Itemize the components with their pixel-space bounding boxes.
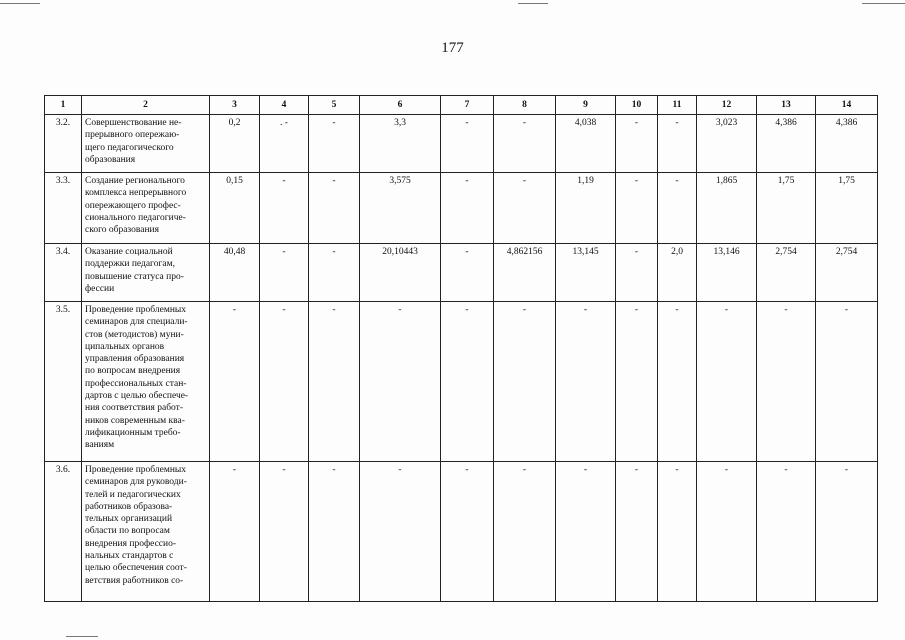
value-cell: - [658,173,697,244]
value-cell: - [757,462,816,602]
value-cell: - [697,462,757,602]
table-row [45,462,878,602]
value-cell: - [616,173,658,244]
column-header: 9 [556,96,616,115]
value-cell: 20,10443 [360,244,441,302]
value-cell: - [816,302,878,462]
table-row [45,173,878,244]
value-cell: 0,15 [210,173,260,244]
row-description: Проведение проблемных семинаров для специали- стов (методистов) муни- ципальных органов управления образования по вопросам внедрения профессиональных стан- дартов с целью обеспече- ния соответствия работ- ников современным ква- лификационным требо- ваниям [85,305,189,451]
row-description-cell [82,462,210,602]
value-cell: . - [260,115,309,173]
value-cell: - [616,302,658,462]
value-cell: - [494,462,556,602]
value-cell: - [556,462,616,602]
row-description-cell [82,244,210,302]
value-cell: 2,754 [816,244,878,302]
value-cell: 3,023 [697,115,757,173]
value-cell: - [616,244,658,302]
value-cell: - [309,173,360,244]
column-header: 6 [360,96,441,115]
value-cell: - [441,244,494,302]
row-description-cell [82,115,210,173]
value-cell: 40,48 [210,244,260,302]
value-cell: 3,3 [360,115,441,173]
value-cell: - [309,462,360,602]
row-description: Оказание социальной поддержки педагогам, повышение статуса про- фессии [85,247,184,294]
value-cell: 3,575 [360,173,441,244]
header-row [45,96,878,115]
column-header: 4 [260,96,309,115]
row-description: Проведение проблемных семинаров для руководи- телей и педагогических работников образова- тельных организаций области по вопросам внедрения профессио- нальных стандартов с целью обеспечения соот- ветствия работников со- [85,465,187,586]
value-cell: - [360,302,441,462]
value-cell: 4,038 [556,115,616,173]
value-cell: - [494,302,556,462]
value-cell: - [260,302,309,462]
column-header: 11 [658,96,697,115]
value-cell: 1,19 [556,173,616,244]
value-cell: - [260,244,309,302]
value-cell: 4,386 [816,115,878,173]
value-cell: - [309,302,360,462]
value-cell: - [658,302,697,462]
row-number: 3.4. [45,244,82,302]
value-cell: - [441,462,494,602]
table-row [45,115,878,173]
column-header: 2 [82,96,210,115]
value-cell: 13,146 [697,244,757,302]
value-cell: 2,0 [658,244,697,302]
value-cell: - [616,462,658,602]
value-cell: - [658,115,697,173]
scan-artifact-top-right [862,3,905,4]
value-cell: - [616,115,658,173]
column-header: 5 [309,96,360,115]
scan-artifact-top-left [0,3,40,4]
value-cell: - [360,462,441,602]
budget-table [44,95,878,602]
row-number: 3.5. [45,302,82,462]
value-cell: 4,862156 [494,244,556,302]
value-cell: - [441,115,494,173]
value-cell: - [260,173,309,244]
column-header: 8 [494,96,556,115]
value-cell: - [556,302,616,462]
value-cell: 1,75 [757,173,816,244]
column-header: 7 [441,96,494,115]
value-cell: - [697,302,757,462]
scan-artifact-bottom-left [66,636,98,637]
column-header: 1 [45,96,82,115]
value-cell: 13,145 [556,244,616,302]
row-number: 3.6. [45,462,82,602]
table-row [45,244,878,302]
row-description: Совершенствование не- прерывного опережаю- щего педагогического образования [85,118,182,165]
value-cell: - [309,115,360,173]
column-header: 10 [616,96,658,115]
column-header: 13 [757,96,816,115]
value-cell: 0,2 [210,115,260,173]
column-header: 12 [697,96,757,115]
page-number: 177 [441,40,464,56]
value-cell: - [494,115,556,173]
value-cell: 1,865 [697,173,757,244]
value-cell: - [816,462,878,602]
value-cell: - [260,462,309,602]
row-description-cell [82,302,210,462]
value-cell: 1,75 [816,173,878,244]
value-cell: - [441,173,494,244]
value-cell: - [309,244,360,302]
value-cell: - [441,302,494,462]
value-cell: - [757,302,816,462]
column-header: 3 [210,96,260,115]
value-cell: - [210,302,260,462]
scan-artifact-top-center [518,3,548,4]
value-cell: 4,386 [757,115,816,173]
column-header: 14 [816,96,878,115]
table-body [45,96,878,602]
table-row [45,302,878,462]
value-cell: - [658,462,697,602]
row-description: Создание регионального комплекса непрерывного опережающего профес- сионального педагогиче- ского образования [85,176,187,236]
row-number: 3.2. [45,115,82,173]
row-description-cell [82,173,210,244]
value-cell: 2,754 [757,244,816,302]
value-cell: - [210,462,260,602]
value-cell: - [494,173,556,244]
row-number: 3.3. [45,173,82,244]
